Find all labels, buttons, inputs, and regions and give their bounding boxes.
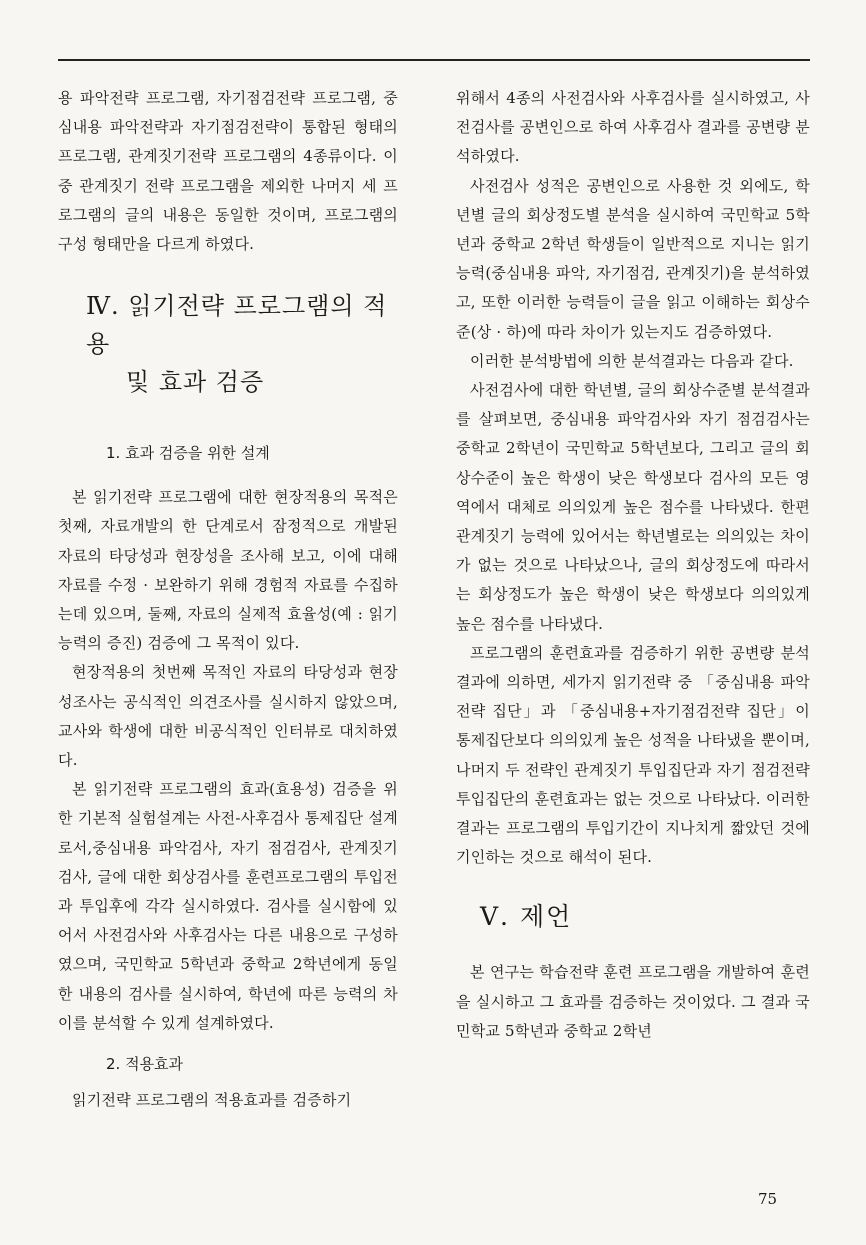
paragraph: 현장적용의 첫번째 목적인 자료의 타당성과 현장성조사는 공식적인 의견조사를 실시하지 않았으며, 교사와 학생에 대한 비공식적인 인터뷰로 대치하였다. [58, 663, 398, 770]
left-column [58, 84, 398, 1115]
paragraph: 본 읽기전략 프로그램의 효과(효용성) 검증을 위한 기본적 실험설계는 사전-사후검사 통제집단 설계로서,중심내용 파악검사, 자기 점검검사, 관계짓기검사, 글에 대한 회상검사를 훈련프로그램의 투입전과 투입후에 각각 실시하였다. 검사를 실시함에 있어서 사전검사와 사후검사는 다른 내용으로 구성하였으며, 국민학교 5학년과 중학교 2학년에게 동일한 내용의 검사를 실시하여, 학년에 따른 능력의 차이를 분석할 수 있게 설계하였다. [58, 780, 398, 1032]
section-title: Ⅴ. 제언 [480, 902, 573, 932]
paragraph: 본 읽기전략 프로그램에 대한 현장적용의 목적은 첫째, 자료개발의 한 단계로서 잠정적으로 개발된 자료의 타당성과 현장성을 조사해 보고, 이에 대해 자료를 수정 · 보완하기 위해 경험적 자료를 수집하는데 있으며, 둘째, 자료의 실제적 효율성(예 : 읽기능력의 증진) 검증에 그 목적이 있다. [58, 488, 398, 653]
right-column [456, 84, 810, 1046]
subsection-title: 2. 적용효과 [106, 1055, 184, 1074]
paragraph: 이러한 분석방법에 의한 분석결과는 다음과 같다. [470, 351, 794, 370]
header-rule [58, 59, 810, 61]
section-title-line: Ⅳ. 읽기전략 프로그램의 적용 [86, 292, 388, 359]
paragraph: 용 파악전략 프로그램, 자기점검전략 프로그램, 중심내용 파악전략과 자기점검전략이 통합된 형태의 프로그램, 관계짓기전략 프로그램의 4종류이다. 이중 관계짓기 전략 프로그램을 제외한 나머지 세 프로그램의 글의 내용은 동일한 것이며, 프로그램의 구성 형태만을 다르게 하였다. [58, 89, 398, 254]
section-title [86, 287, 398, 401]
paragraph: 프로그램의 훈련효과를 검증하기 위한 공변량 분석결과에 의하면, 세가지 읽기전략 중 「중심내용 파악전략 집단」과 「중심내용+자기점검전략 집단」이 통제집단보다 의의있게 높은 성적을 나타냈을 뿐이며, 나머지 두 전략인 관계짓기 투입집단과 자기 점검전략 투입집단의 훈련효과는 없는 것으로 나타났다. 이러한 결과는 프로그램의 투입기간이 지나치게 짧았던 것에 기인하는 것으로 해석이 된다. [456, 643, 810, 867]
paragraph: 위해서 4종의 사전검사와 사후검사를 실시하였고, 사전검사를 공변인으로 하여 사후검사 결과를 공변량 분석하였다. [456, 89, 810, 166]
paragraph: 사전검사에 대한 학년별, 글의 회상수준별 분석결과를 살펴보면, 중심내용 파악검사와 자기 점검검사는 중학교 2학년이 국민학교 5학년보다, 그리고 글의 회상수준이 높은 학생이 낮은 학생보다 검사의 모든 영역에서 대체로 의의있게 높은 점수를 나타냈다. 한편 관계짓기 능력에 있어서는 학년별로는 의의있는 차이가 없는 것으로 나타났으나, 글의 회상정도에 따라서는 회상정도가 높은 학생이 낮은 학생보다 의의있게 높은 점수를 나타냈다. [456, 381, 810, 633]
section-title-line: 및 효과 검증 [126, 368, 265, 397]
paragraph: 읽기전략 프로그램의 적용효과를 검증하기 [72, 1091, 352, 1110]
page-number: 75 [758, 1190, 778, 1208]
paragraph: 본 연구는 학습전략 훈련 프로그램을 개발하여 훈련을 실시하고 그 효과를 검증하는 것이었다. 그 결과 국민학교 5학년과 중학교 2학년 [456, 963, 810, 1040]
paragraph: 사전검사 성적은 공변인으로 사용한 것 외에도, 학년별 글의 회상정도별 분석을 실시하여 국민학교 5학년과 중학교 2학년 학생들이 일반적으로 지니는 읽기능력(중심내용 파악, 자기점검, 관계짓기)을 분석하였고, 또한 이러한 능력들이 글을 읽고 이해하는 회상수준(상 · 하)에 따라 차이가 있는지도 검증하였다. [456, 176, 810, 341]
subsection-title: 1. 효과 검증을 위한 설계 [106, 444, 270, 463]
